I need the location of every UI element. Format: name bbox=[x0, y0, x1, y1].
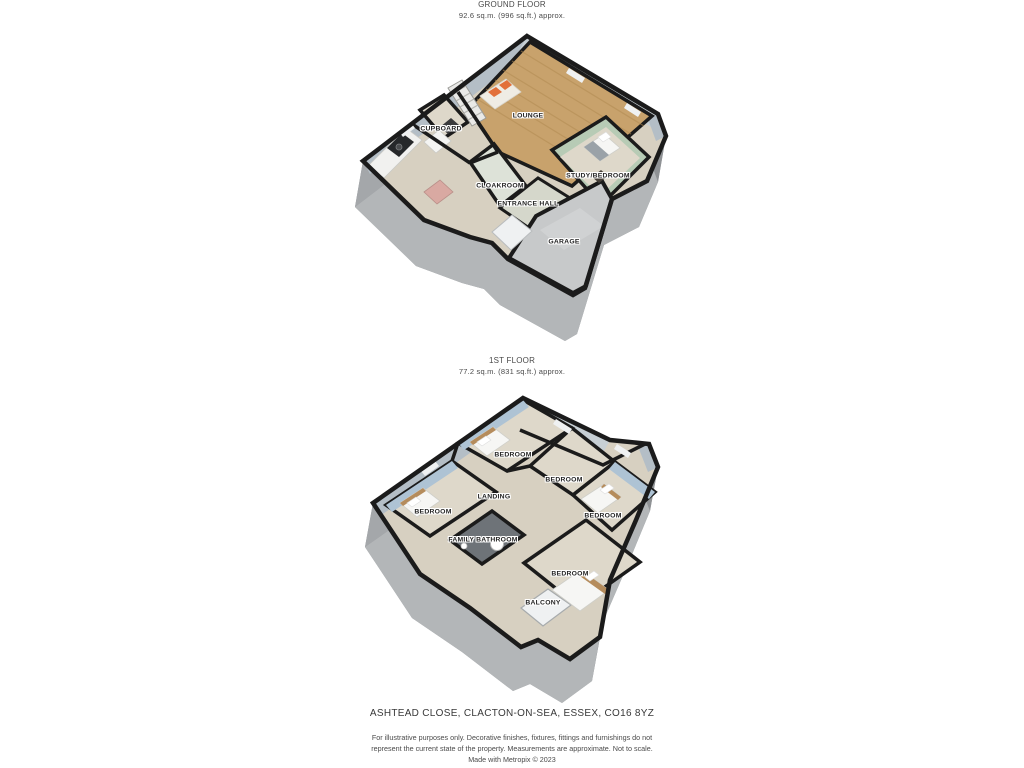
property-address: ASHTEAD CLOSE, CLACTON-ON-SEA, ESSEX, CO16 8YZ bbox=[369, 708, 655, 719]
room-label-bedroom-5: BEDROOM bbox=[551, 570, 589, 578]
room-label-entrance-hall: ENTRANCE HALL bbox=[497, 200, 559, 208]
room-label-garage: GARAGE bbox=[548, 238, 580, 246]
room-label-cloakroom: CLOAKROOM bbox=[476, 182, 524, 190]
first-floor-area: 77.2 sq.m. (831 sq.ft.) approx. bbox=[458, 367, 566, 376]
room-label-bedroom-4: BEDROOM bbox=[414, 508, 452, 516]
metropix-credit: Made with Metropix © 2023 bbox=[468, 755, 556, 764]
first-floor-title: 1ST FLOOR bbox=[488, 356, 536, 365]
room-label-bedroom-1: BEDROOM bbox=[494, 451, 532, 459]
toilet bbox=[461, 543, 467, 549]
room-label-landing: LANDING bbox=[477, 493, 511, 501]
room-label-bedroom-3: BEDROOM bbox=[584, 512, 622, 520]
room-label-balcony: BALCONY bbox=[525, 599, 561, 607]
disclaimer-line-2: represent the current state of the property. Measurements are approximate. Not to scale. bbox=[371, 744, 653, 753]
first-floor-plan bbox=[365, 398, 658, 703]
room-label-family-bathroom: FAMILY BATHROOM bbox=[448, 536, 518, 544]
room-label-lounge: LOUNGE bbox=[512, 112, 544, 120]
ground-floor-area: 92.6 sq.m. (996 sq.ft.) approx. bbox=[458, 11, 566, 20]
room-label-study-bedroom: STUDY/BEDROOM bbox=[566, 172, 630, 180]
disclaimer-line-1: For illustrative purposes only. Decorative finishes, fixtures, fittings and furnishings do not bbox=[371, 733, 653, 742]
room-label-bedroom-2: BEDROOM bbox=[545, 476, 583, 484]
room-label-cupboard: CUPBOARD bbox=[420, 125, 462, 133]
hob-icon bbox=[396, 144, 402, 150]
ground-floor-title: GROUND FLOOR bbox=[478, 0, 546, 9]
